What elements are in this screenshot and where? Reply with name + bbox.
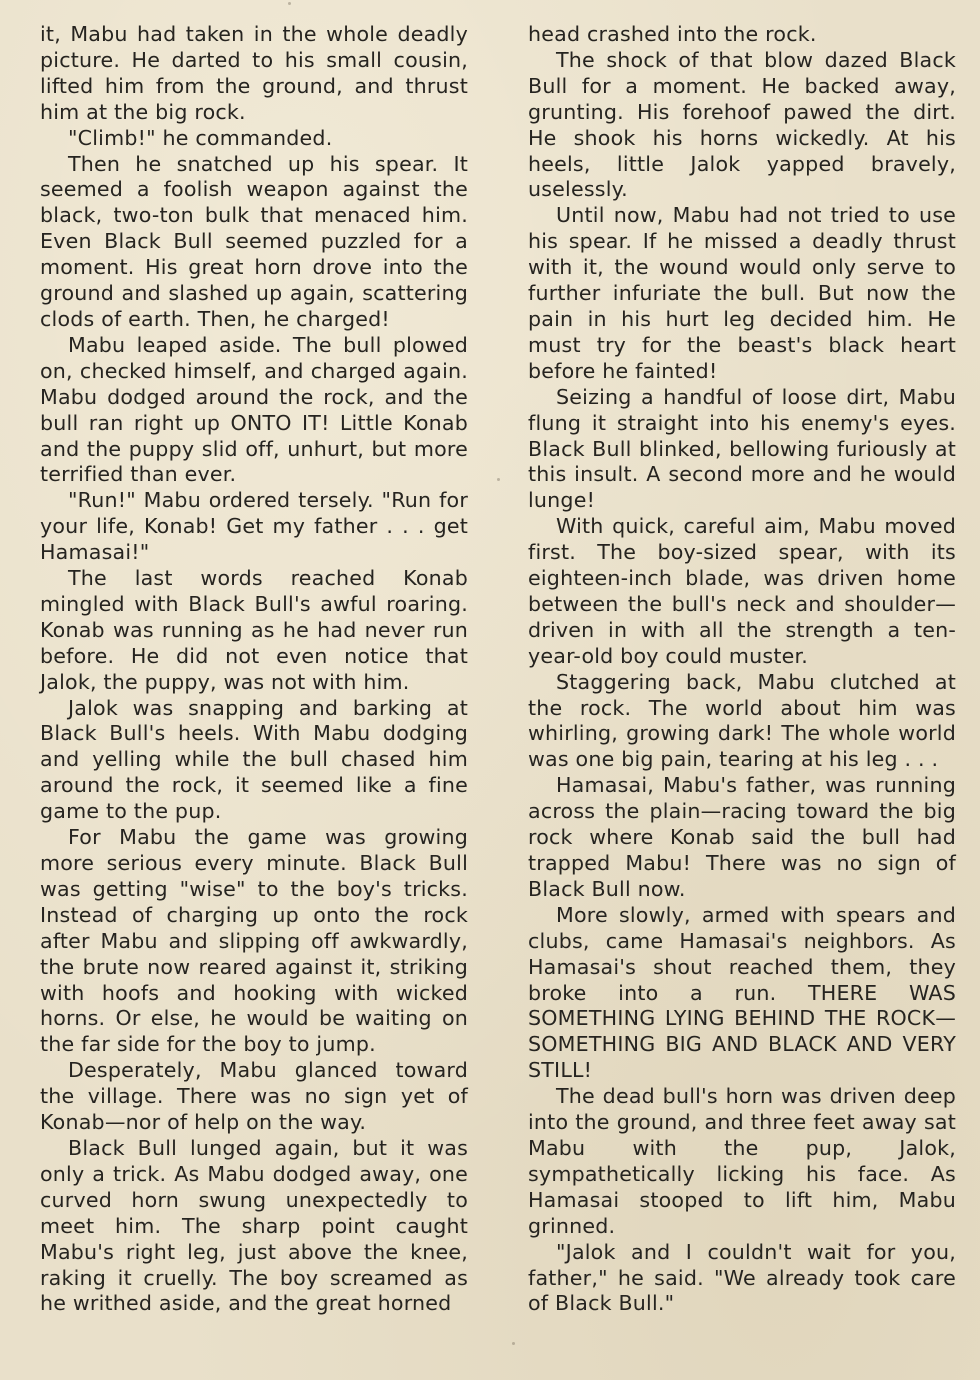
paragraph: Staggering back, Mabu clutched at the rock. The world about him was whirling, growing dark! The whole world was one big pain, tearing at his leg . . .	[528, 669, 956, 772]
paragraph: Seizing a handful of loose dirt, Mabu flung it straight into his enemy's eyes. Black Bull blinked, bellowing furiously at this insult. A second more and he would lunge!	[528, 384, 956, 513]
paragraph: Then he snatched up his spear. It seemed a foolish weapon against the black, two-ton bulk that menaced him. Even Black Bull seemed puzzled for a moment. His great horn drove into the ground and slashed up again, scattering clods of earth. Then, he charged!	[40, 151, 468, 331]
paragraph: More slowly, armed with spears and clubs, came Hamasai's neighbors. As Hamasai's shout reached them, they broke into a run. THERE WAS SOMETHING LYING BEHIND THE ROCK—SOMETHING BIG AND BLACK AND VERY STILL!	[528, 902, 956, 1083]
paragraph: it, Mabu had taken in the whole deadly picture. He darted to his small cousin, lifted him from the ground, and thrust him at the big rock.	[40, 22, 468, 124]
paragraph: The shock of that blow dazed Black Bull for a moment. He backed away, grunting. His forehoof pawed the dirt. He shook his horns wickedly. At his heels, little Jalok yapped bravely, uselessly.	[528, 47, 956, 202]
paragraph: Black Bull lunged again, but it was only a trick. As Mabu dodged away, one curved horn swung unexpectedly to meet him. The sharp point caught Mabu's right leg, just above the knee, raking it cruelly. The boy screamed as he writhed aside, and the great horned	[40, 1135, 468, 1316]
paragraph: "Jalok and I couldn't wait for you, father," he said. "We already took care of Black Bull."	[528, 1239, 956, 1316]
paragraph: The last words reached Konab mingled with Black Bull's awful roaring. Konab was running as he had never run before. He did not even notice that Jalok, the puppy, was not with him.	[40, 566, 468, 694]
print-speck	[497, 478, 500, 481]
paragraph: Mabu leaped aside. The bull plowed on, checked himself, and charged again. Mabu dodged around the rock, and the bull ran right up ONTO IT! Little Konab and the puppy slid off, unhurt, but more terrified than ever.	[40, 332, 468, 487]
paragraph: head crashed into the rock.	[528, 22, 817, 46]
print-speck	[512, 1342, 515, 1345]
paragraph: For Mabu the game was growing more serious every minute. Black Bull was getting "wise" to the boy's tricks. Instead of charging up onto the rock after Mabu and slipping off awkwardly, the brute now reared against it, striking with hoofs and hooking with wicked horns. Or else, he would be waiting on the far side for the boy to jump.	[40, 825, 468, 1057]
paragraph: "Run!" Mabu ordered tersely. "Run for your life, Konab! Get my father . . . get Hamasai!"	[40, 488, 468, 565]
story-column-right	[528, 22, 956, 1317]
paragraph: "Climb!" he commanded.	[68, 125, 333, 150]
paragraph: Desperately, Mabu glanced toward the village. There was no sign yet of Konab—nor of help on the way.	[40, 1058, 468, 1135]
story-column-left	[40, 22, 468, 1317]
paragraph: Jalok was snapping and barking at Black Bull's heels. With Mabu dodging and yelling while the bull chased him around the rock, it seemed like a fine game to the pup.	[40, 695, 468, 824]
paragraph: The dead bull's horn was driven deep into the ground, and three feet away sat Mabu with the pup, Jalok, sympathetically licking his face. As Hamasai stooped to lift him, Mabu grinned.	[528, 1084, 956, 1238]
print-speck	[288, 2, 291, 5]
paragraph: Hamasai, Mabu's father, was running across the plain—racing toward the big rock where Konab said the bull had trapped Mabu! There was no sign of Black Bull now.	[528, 773, 956, 901]
paragraph: Until now, Mabu had not tried to use his spear. If he missed a deadly thrust with it, the wound would only serve to further infuriate the bull. But now the pain in his hurt leg decided him. He must try for the beast's black heart before he fainted!	[528, 203, 956, 383]
paragraph: With quick, careful aim, Mabu moved first. The boy-sized spear, with its eighteen-inch blade, was driven home between the bull's neck and shoulder—driven in with all the strength a ten-year-old boy could muster.	[528, 514, 956, 668]
